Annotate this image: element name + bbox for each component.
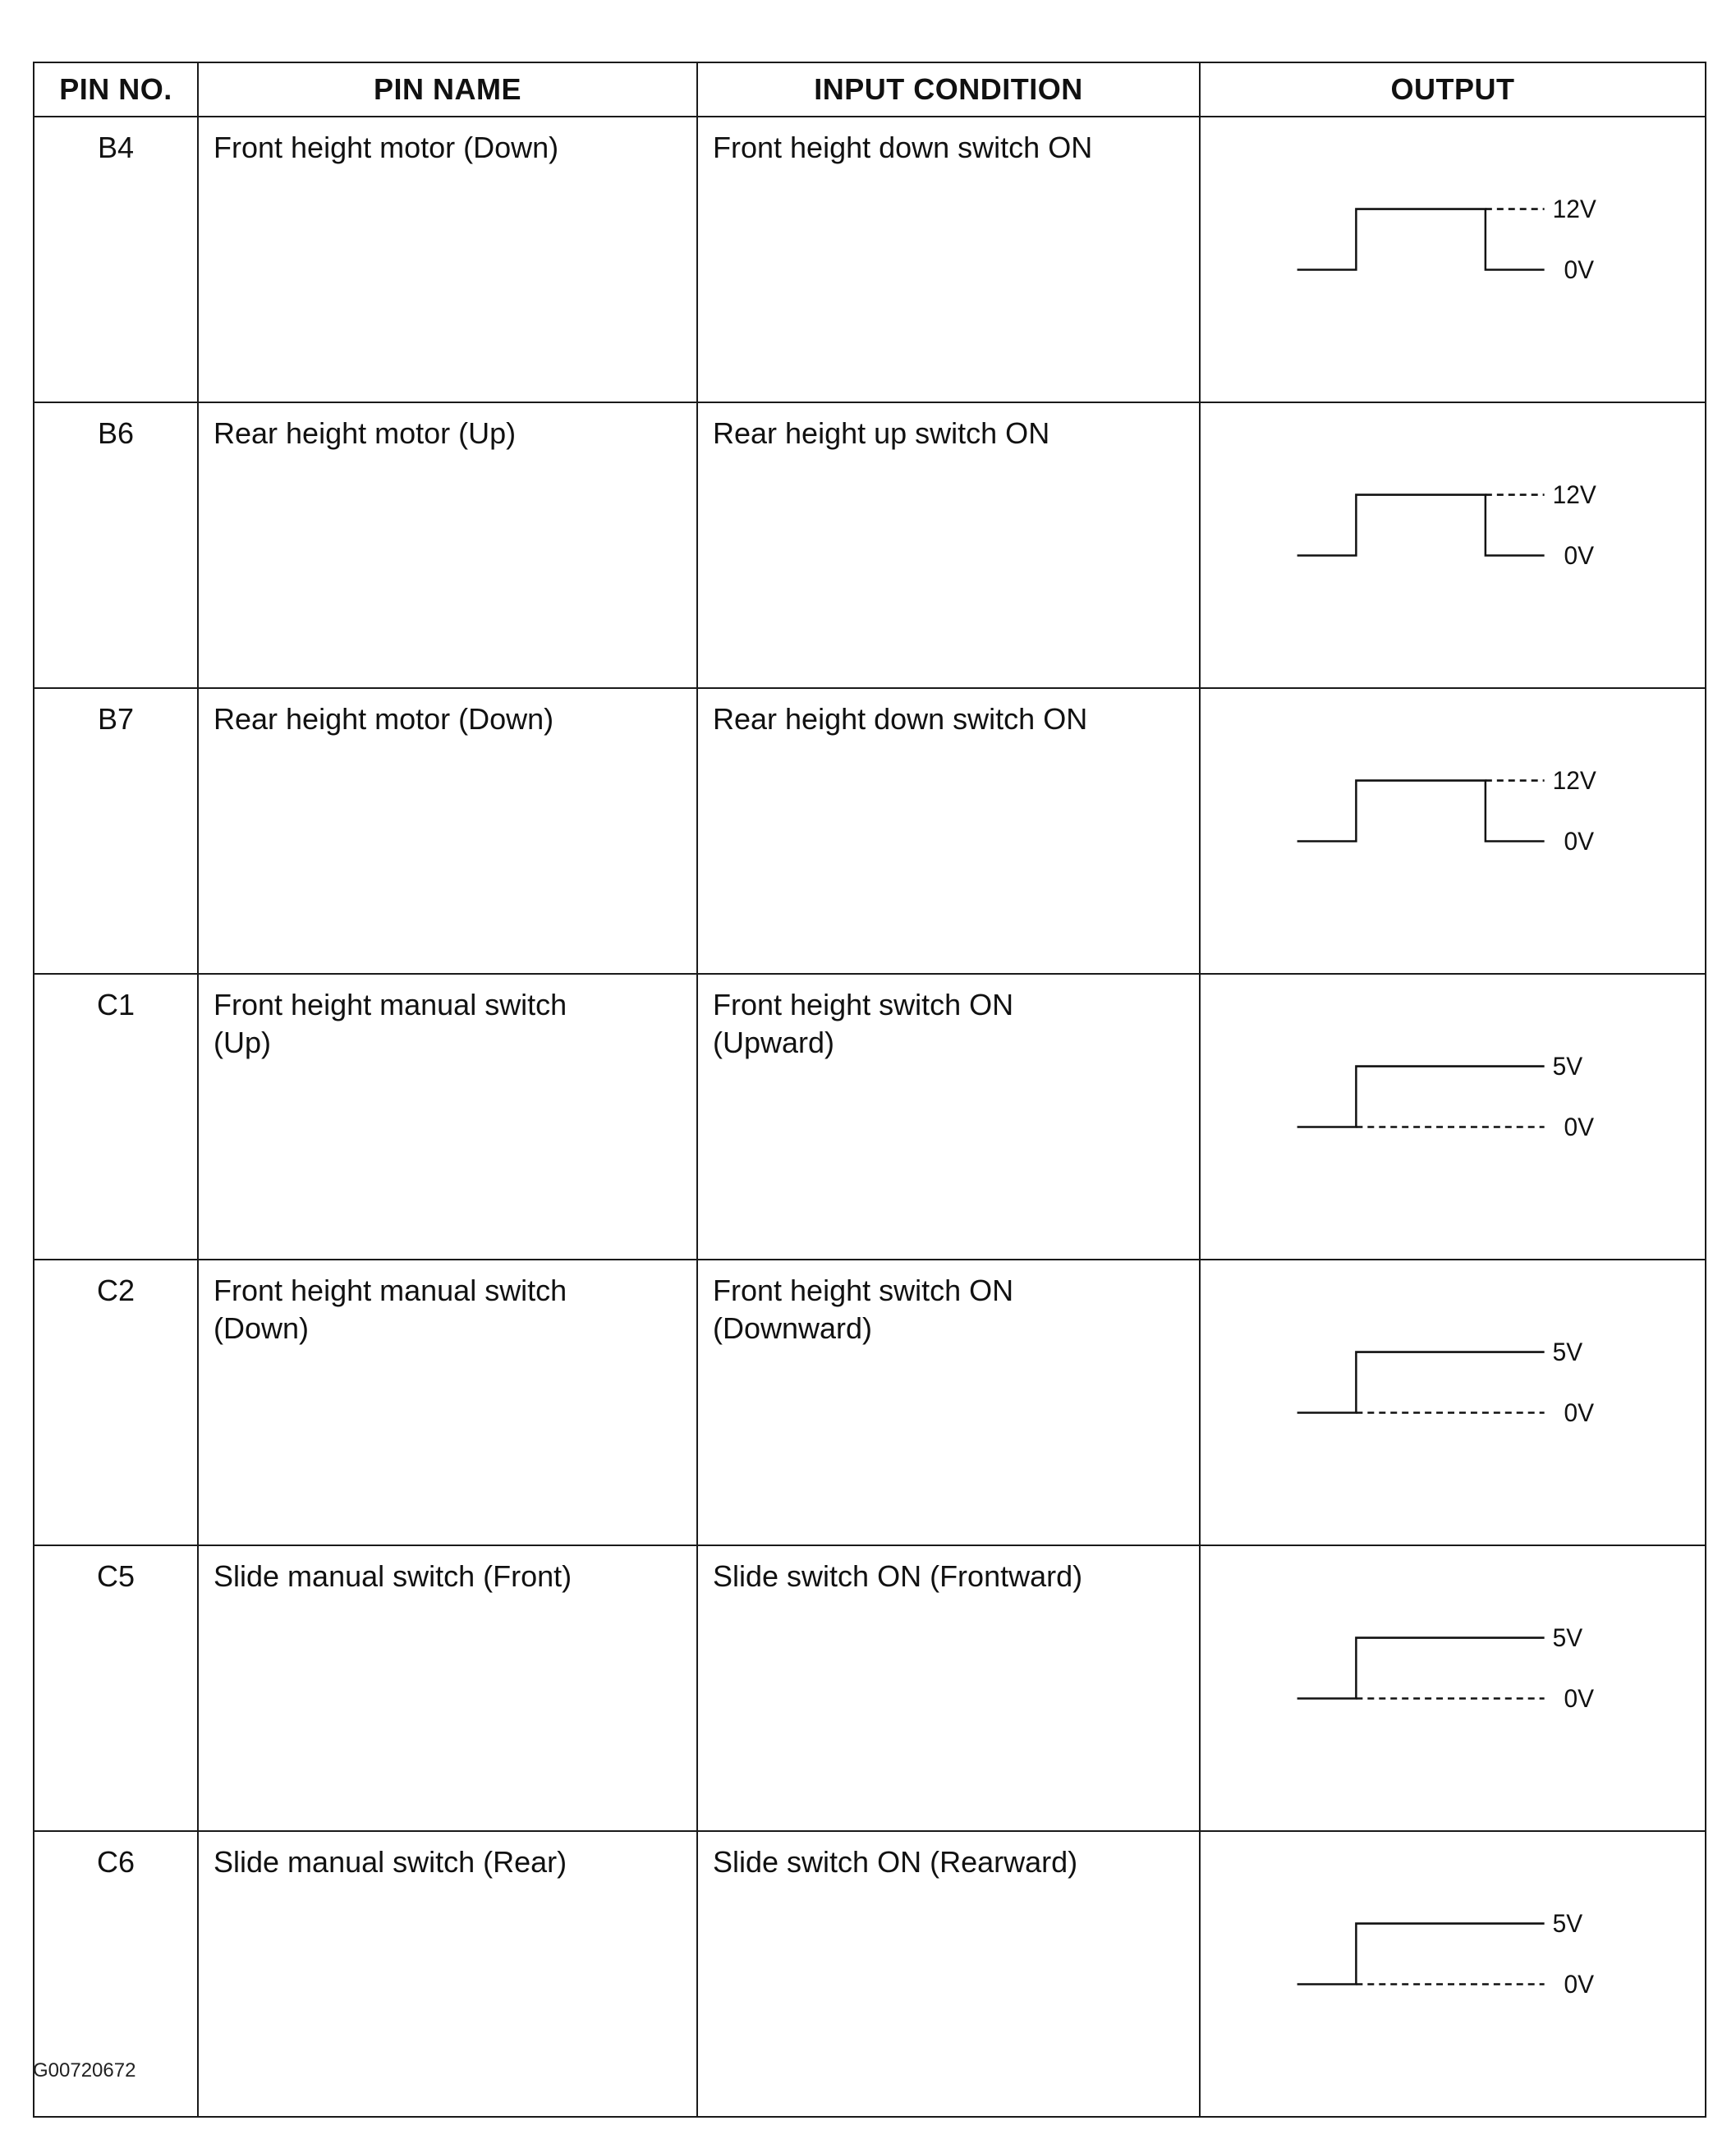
table-row [34,1545,1706,1831]
input-condition-line: (Downward) [713,1311,873,1345]
waveform-signal-line [1297,781,1545,842]
input-condition [697,974,1200,1260]
input-condition [697,1260,1200,1545]
low-voltage-label: 0V [1564,827,1595,856]
pin-name-line: (Down) [214,1311,310,1345]
input-condition [697,688,1200,974]
input-condition-line: Rear height down switch ON [713,702,1088,736]
table-row [34,688,1706,974]
pin-name-line: Front height manual switch [214,1274,567,1307]
header-pin-no: PIN NO. [34,62,198,117]
pin-number: C2 [34,1260,198,1545]
table-body [34,117,1706,2117]
pin-number: C5 [34,1545,198,1831]
table-row [34,974,1706,1260]
pin-number: C1 [34,974,198,1260]
waveform-signal-line [1297,1638,1545,1699]
output-waveform [1201,117,1705,402]
waveform-signal-line [1297,495,1545,556]
low-voltage-label: 0V [1564,255,1595,285]
low-voltage-label: 0V [1564,1970,1595,1999]
output-waveform [1201,1260,1705,1545]
high-voltage-label: 12V [1552,480,1596,510]
input-condition-line: Slide switch ON (Rearward) [713,1845,1078,1879]
high-voltage-label: 5V [1552,1909,1583,1939]
input-condition [697,1545,1200,1831]
input-condition-line: Rear height up switch ON [713,416,1050,450]
output-waveform [1201,1832,1705,2116]
waveform-signal-line [1297,1352,1545,1413]
output-waveform [1201,1546,1705,1830]
input-condition-line: (Upward) [713,1026,835,1059]
waveform-signal-line [1297,209,1545,270]
high-voltage-label: 5V [1552,1623,1583,1653]
pin-number: B4 [34,117,198,402]
header-pin-name: PIN NAME [198,62,697,117]
input-condition [697,402,1200,688]
low-voltage-label: 0V [1564,1684,1595,1714]
header-output: OUTPUT [1200,62,1706,117]
input-condition [697,1831,1200,2117]
pin-table [33,62,1706,2118]
output-cell [1200,688,1706,974]
pin-number: B7 [34,688,198,974]
table-row [34,402,1706,688]
pin-name-line: Rear height motor (Down) [214,702,554,736]
output-waveform [1201,689,1705,973]
output-waveform [1201,403,1705,687]
output-cell [1200,1260,1706,1545]
output-cell [1200,117,1706,402]
table-row [34,117,1706,402]
pin-name-line: Slide manual switch (Front) [214,1559,572,1593]
high-voltage-label: 5V [1552,1338,1583,1367]
output-waveform [1201,975,1705,1259]
high-voltage-label: 5V [1552,1052,1583,1081]
output-cell [1200,402,1706,688]
pin-name [198,1260,697,1545]
pin-name [198,688,697,974]
output-cell [1200,974,1706,1260]
input-condition-line: Front height switch ON [713,1274,1014,1307]
output-cell [1200,1831,1706,2117]
table-row [34,1260,1706,1545]
table-row [34,1831,1706,2117]
input-condition-line: Front height down switch ON [713,131,1093,164]
table-header-row [34,62,1706,117]
low-voltage-label: 0V [1564,1113,1595,1142]
pin-number: C6 [34,1831,198,2117]
pin-name [198,1545,697,1831]
high-voltage-label: 12V [1552,766,1596,796]
low-voltage-label: 0V [1564,541,1595,571]
pin-name-line: Front height motor (Down) [214,131,559,164]
output-cell [1200,1545,1706,1831]
pin-name [198,974,697,1260]
pin-name-line: Rear height motor (Up) [214,416,517,450]
header-input-condition: INPUT CONDITION [697,62,1200,117]
waveform-signal-line [1297,1067,1545,1127]
pin-name [198,402,697,688]
input-condition-line: Slide switch ON (Frontward) [713,1559,1083,1593]
pin-number: B6 [34,402,198,688]
low-voltage-label: 0V [1564,1398,1595,1428]
figure-code: G00720672 [33,2059,136,2082]
high-voltage-label: 12V [1552,195,1596,224]
input-condition-line: Front height switch ON [713,988,1014,1021]
waveform-signal-line [1297,1924,1545,1985]
input-condition [697,117,1200,402]
pin-name-line: (Up) [214,1026,271,1059]
pin-name [198,117,697,402]
pin-name-line: Slide manual switch (Rear) [214,1845,567,1879]
pin-name-line: Front height manual switch [214,988,567,1021]
pin-name [198,1831,697,2117]
